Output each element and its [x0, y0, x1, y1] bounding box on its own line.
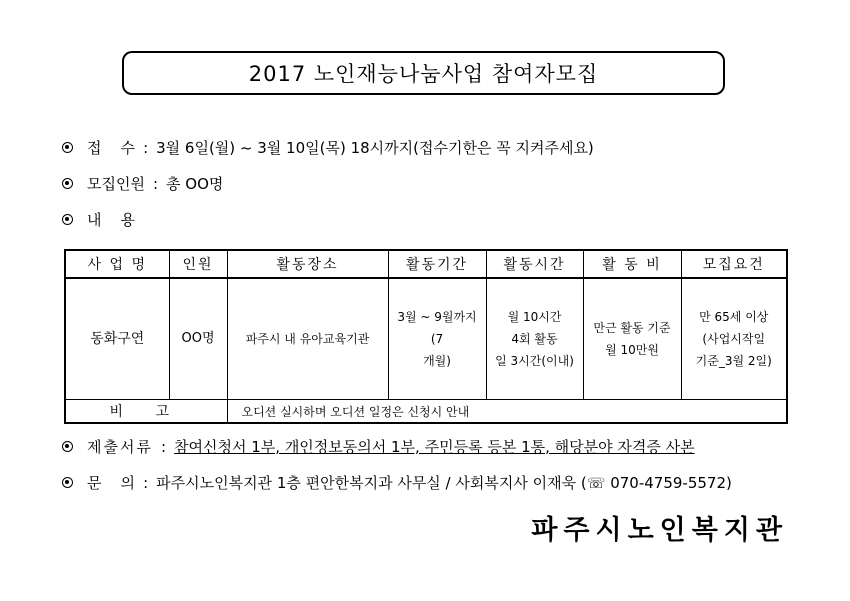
- requirement-line: (사업시작일: [702, 332, 766, 346]
- note-row: [65, 400, 787, 424]
- period-line: 3월 ~ 9월까지: [397, 310, 477, 324]
- period-line: (7: [430, 332, 444, 346]
- bullet-icon: [62, 441, 73, 452]
- content-label: 내 용: [87, 211, 136, 229]
- people-cell: OO명: [169, 278, 227, 400]
- recruit-line: [62, 173, 223, 194]
- colon-separator: :: [143, 138, 149, 157]
- note-text: 오디션 실시하며 오디션 일정은 신청시 안내: [227, 400, 787, 424]
- header-cell: 활동기간: [388, 250, 486, 278]
- program-name-cell: 동화구연: [65, 278, 169, 400]
- colon-separator: :: [160, 437, 167, 456]
- header-cell: 활동시간: [486, 250, 583, 278]
- recruit-value: 총 OO명: [166, 175, 224, 193]
- reception-line: [62, 137, 594, 158]
- fee-line: 월 10만원: [605, 343, 659, 357]
- documents-label: 제출서류: [87, 438, 153, 456]
- place-cell: 파주시 내 유아교육기관: [227, 278, 388, 400]
- fee-line: 만근 활동 기준: [593, 321, 671, 335]
- reception-label: 접 수: [87, 139, 136, 157]
- program-table: [64, 249, 788, 424]
- header-cell: 사 업 명: [65, 250, 169, 278]
- time-line: 4회 활동: [511, 332, 558, 346]
- note-label: 비 고: [65, 400, 227, 424]
- table-row: [65, 278, 787, 400]
- content-line: [62, 209, 135, 230]
- bullet-icon: [62, 214, 73, 225]
- reception-value: 3월 6일(월) ~ 3월 10일(목) 18시까지(접수기한은 꼭 지켜주세요): [156, 139, 594, 157]
- bullet-icon: [62, 477, 73, 488]
- organization-name: 파주시노인복지관: [531, 515, 788, 546]
- period-line: 개월): [423, 354, 451, 368]
- page-title: [122, 51, 725, 95]
- period-cell: [388, 278, 486, 400]
- header-cell: 모집요건: [681, 250, 787, 278]
- bullet-icon: [62, 142, 73, 153]
- time-cell: [486, 278, 583, 400]
- documents-value: 참여신청서 1부, 개인정보동의서 1부, 주민등록 등본 1통, 해당분야 자격증 사본: [174, 438, 695, 456]
- table-header-row: [65, 250, 787, 278]
- colon-separator: :: [152, 174, 159, 193]
- requirement-line: 기준_3월 2일): [695, 354, 772, 368]
- time-line: 일 3시간(이내): [495, 354, 574, 368]
- fee-cell: [583, 278, 681, 400]
- requirement-line: 만 65세 이상: [699, 310, 769, 324]
- bullet-icon: [62, 178, 73, 189]
- documents-line: [62, 436, 695, 457]
- colon-separator: :: [143, 473, 149, 492]
- header-cell: 인원: [169, 250, 227, 278]
- page-title-text: 2017 노인재능나눔사업 참여자모집: [248, 62, 599, 86]
- inquiry-label: 문 의: [87, 474, 136, 492]
- header-cell: 활 동 비: [583, 250, 681, 278]
- time-line: 월 10시간: [507, 310, 562, 324]
- recruit-label: 모집인원: [87, 175, 145, 193]
- requirement-cell: [681, 278, 787, 400]
- inquiry-line: [62, 472, 732, 493]
- header-cell: 활동장소: [227, 250, 388, 278]
- inquiry-value: 파주시노인복지관 1층 편안한복지과 사무실 / 사회복지사 이재욱 (☏ 070-4759-5572): [156, 474, 732, 492]
